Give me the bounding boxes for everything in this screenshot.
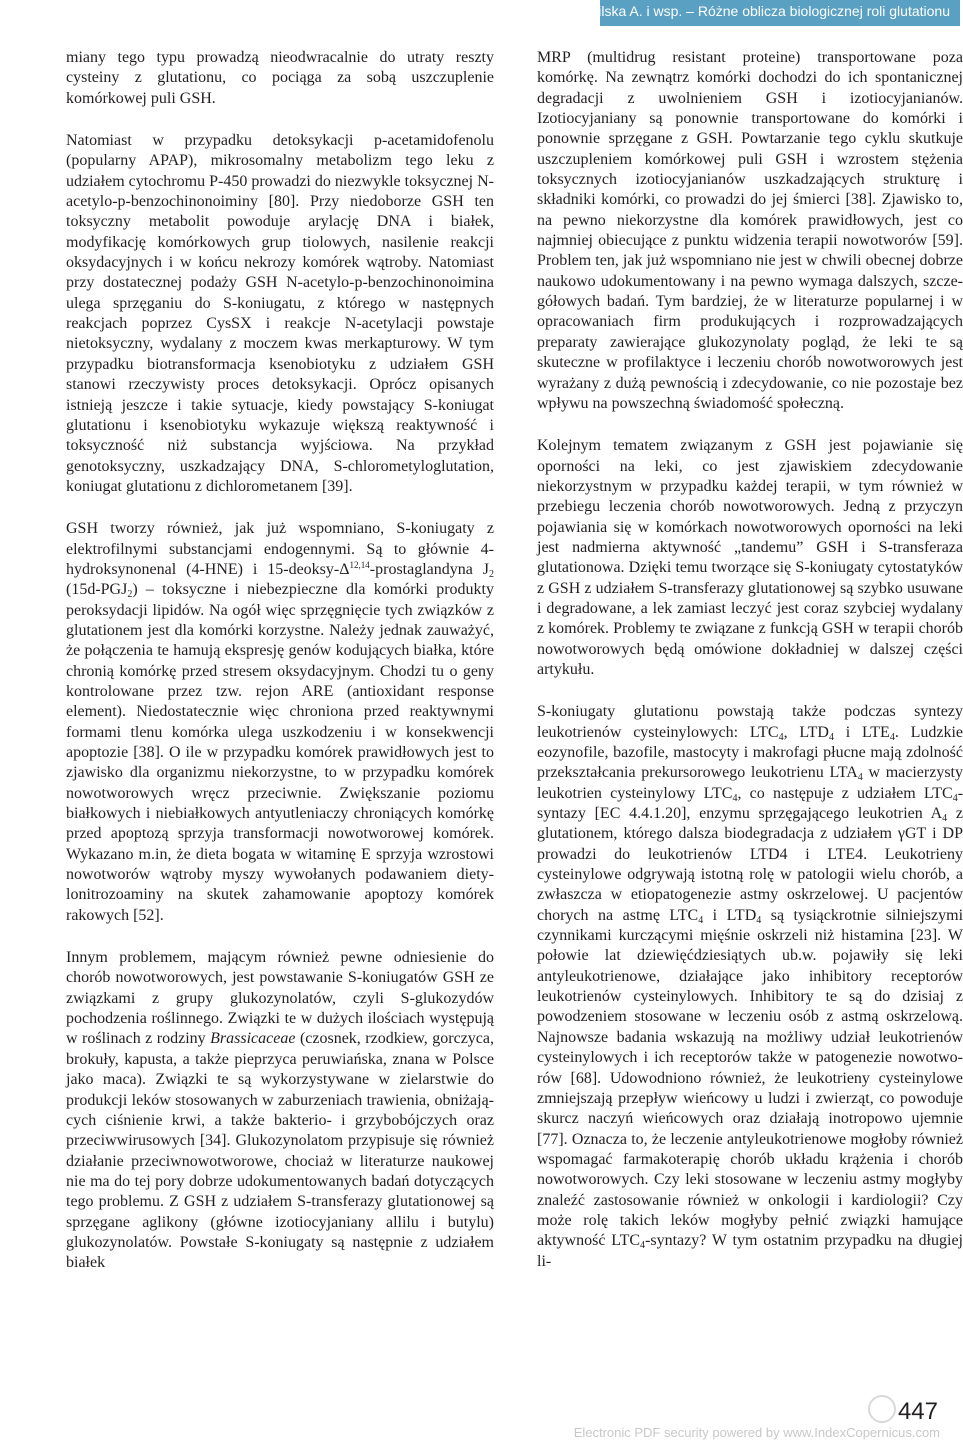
paragraph-text: miany tego typu prowadzą nieodwracalnie do utraty reszty cysteiny z glutationu, co pociąga za sobą uszczuplenie komórkowej puli GSH. <box>66 49 494 107</box>
paragraph <box>537 48 963 414</box>
italic-term: Brassicaceae <box>210 1030 296 1048</box>
paragraph-text: (15d-PGJ <box>66 581 128 599</box>
paragraph-text: GSH tworzy również, jak już wspomniano, S-koniugaty z elektrofilnymi substancjami endogennymi. Są to głównie 4-hydroksynonenal (4-HNE) i 15-deoksy-Δ <box>66 520 494 578</box>
superscript: 12,14 <box>349 559 370 570</box>
paragraph-text: . Ludzkie eozynofile, bazofile, mastocyty i makrofagi płucne mają zdolność przekształcania prekursorowego leukotrienu LTA <box>537 723 963 782</box>
running-title: Bilska A. i wsp. – Różne oblicza biologicznej roli glutationu <box>588 3 950 19</box>
paragraph-text: S-koniugaty glutationu powstają także podczas syntezy leukotrienów cysteinylowych: LTC <box>537 703 963 741</box>
left-column <box>66 48 494 1296</box>
paragraph-text: Innym problemem, mającym również pewne odniesienie do chorób nowotworowych, jest powstawanie S-koniugatów GSH ze związkami z grupy glukozynolatów, czyli S-glukozydów pochodzenia roślinnego. Związki te w dużych ilościach występują w roślinach z rodziny <box>66 949 494 1048</box>
security-seal-icon <box>868 1395 896 1423</box>
paragraph <box>66 48 494 109</box>
subscript: 4 <box>889 731 895 743</box>
subscript: 4 <box>732 792 738 804</box>
paragraph-text: i LTE <box>833 723 890 741</box>
subscript: 4 <box>640 1240 646 1252</box>
paragraph-text: w macierzysty leukotrien cysteinylowy LTC <box>537 764 963 802</box>
paragraph-text: (czosnek, rzodkiew, gorczyca, brokuły, kapusta, a także pieprzyca peruwiańska, znana w Polsce jako maca). Związki te są wykorzystywane w zielarstwie do produkcji leków stosowanych w zaburzeniach trawienia, obniżających ciśnienie krwi, a także bakterio- i grzybobójczych oraz przeciwwirusowych [34]. Glukozynolatom przypisuje się również działanie przeciwnowotworowe, chociaż w literaturze naukowej nie ma do tej pory dobrze udokumentowanych badań dotyczących tego problemu. Z GSH z udziałem S-transferazy glutationowej są sprzęgane aglikony (główne izotiocyjaniany allilu i butylu) glukozynolatów. Powstałe S-koniugaty są następnie z udziałem białek <box>66 1030 494 1272</box>
header-bar <box>588 0 960 26</box>
paragraph-text: z glutationem, którego dalsza biodegradacja z udziałem γGT i DP prowadzi do leukotrienów LTD4 i LTE4. Leukotrieny cysteinylowe odgrywają istotną rolę w patologii wielu chorób, a zwłaszcza w etiopatogenezie astmy oskrzelowej. U pacjentów chorych na astmę LTC <box>537 805 963 924</box>
right-column <box>537 48 963 1294</box>
paragraph-text: są tysiąckrotnie silniejszymi czynnikami kurczącymi mięśnie oskrzeli niż histamina [23]. W połowie lat dziewięćdziesiątych ub.w. pojawiły się leki antyleukotrienowe, działające jako inhibitory receptorów leukotrienów cysteinylowych. Inhibitory te są do dzisiaj z powodzeniem stosowane w leczeniu osób z astmą oskrzelową. Najnowsze badania wskazują na możliwy udział leukotrienów cysteinylowych i ich receptorów także w patogenezie nowotworów [68]. Udowodniono również, że leukotrieny cysteinylowe zmniejszają przepływ wieńcowy u ludzi i zwierząt, co powoduje skurcz naczyń wieńcowych oraz działają inotropowo ujemnie [77]. Oznacza to, że leczenie antyleukotrienowe mogłoby również wspomagać farmakoterapię chorób układu krążenia i chorób nowotworowych. Czy leki stosowane w leczeniu astmy mogłyby znaleźć zastosowanie również w onkologii i kardiologii? Czy może rolę takich leków mogłyby pełnić związki hamujące aktywność LTC <box>537 906 963 1250</box>
paragraph-text: -syntazy? W tym ostatnim przypadku na długiej li- <box>537 1232 963 1270</box>
page-number: 447 <box>897 1398 938 1425</box>
paragraph-text: , co następuje z udziałem LTC <box>737 784 953 802</box>
paragraph-text: MRP (multidrug resistant proteine) transportowane poza komórkę. Na zewnątrz komórki dochodzi do ich spontanicznej degradacji z uwolnieniem GSH i izotiocyjanianów. Izotiocyjaniany są ponownie transportowane do komórki i ponownie sprzęgane z GSH. Powtarzanie tego cyklu skutkuje uszczupleniem komórkowej puli GSH i wzrostem stężenia toksycznych izotiocyjanianów uszkadzających strukturę i składniki komórki, co prowadzi do jej śmierci [38]. Zjawisko to, na pewno niekorzystne dla komórek prawidłowych, jest co najmniej obiecujące z punktu widzenia terapii nowotworów [59]. Problem ten, jak już wspomniano nie jest w chwili obecnej dobrze naukowo udokumentowany i na pewno wymaga dalszych, szczegółowych badań. Tym bardziej, że w literaturze popularnej i w opracowaniach firm produkujących i rozprowadzających preparaty zawierające glukozynolaty pogląd, że leki te są skuteczne w profilaktyce i leczeniu chorób nowotworowych jest wyrażany z dużą pewnością i zdecydowanie, co nie pozostaje bez wpływu na powszechną świadomość społeczną. <box>537 49 963 412</box>
subscript: 4 <box>828 731 834 743</box>
subscript: 4 <box>857 772 863 784</box>
paragraph-text: Kolejnym tematem związanym z GSH jest pojawianie się oporności na leki, co jest zjawiskiem zdecydowanie niekorzystnym w przypadku każdej terapii, w tym również w przebiegu leczenia chorób nowotworowych. Jedną z przyczyn pojawiania się w komórkach nowotworowych oporności na leki jest nadmierna aktywność „tandemu” GSH i S-transferaza glutationowa. Dzięki temu tworzące się S-koniugaty cytostatyków z GSH z udziałem S-transferazy glutationowej są szybko usuwane i degradowane, a lek zamiast leczyć jest coraz szybciej wydalany z komórek. Problemy te związane z funkcją GSH w terapii chorób nowotworowych będą omówione dokładniej w dalszej części artykułu. <box>537 437 963 678</box>
subscript: 4 <box>778 731 784 743</box>
subscript: 2 <box>489 568 494 580</box>
paragraph <box>66 948 494 1274</box>
paragraph <box>66 131 494 497</box>
subscript: 4 <box>952 792 958 804</box>
paragraph <box>537 702 963 1272</box>
paragraph-text: -syntazy [EC 4.4.1.20], enzymu sprzęgającego leukotrien A <box>537 784 963 823</box>
paragraph-text: Natomiast w przypadku detoksykacji p-acetamidofenolu (popularny APAP), mikrosomalny metabolizm tego leku z udziałem cytochromu P-450 prowadzi do niezwykle toksycznej N-acetylo-p-benzochinonoiminy [80]. Przy niedoborze GSH ten toksyczny metabolit powoduje arylację DNA i białek, modyfikację komórkowych grup tiolowych, nasilenie reakcji oksydacyjnych i w końcu nekrozy komórek wątroby. Natomiast przy dostatecznej podaży GSH N-acetylo-p-benzochinonoimina ulega sprzęganiu do S-koniugatu, z którego w następnych reakcjach poprzez CysSX i reakcje N-acetylacji powstaje nietoksyczny, wydalany z moczem kwas merkapturowy. W tym przypadku biotransformacja ksenobiotyku z udziałem GSH stanowi rzeczywisty proces detoksykacji. Oprócz opisanych istnieją jeszcze i takie sytuacje, kiedy powstający S-koniugat glutationu i ksenobiotyku wykazuje większą reaktywność i toksyczność niż substancja wyjściowa. Na przykład genotoksyczny, uszkadzający DNA, S-chlorometyloglutation, koniugat glutationu z dichlorometanem [39]. <box>66 132 494 495</box>
subscript: 2 <box>127 589 133 601</box>
paragraph-text: ) – toksyczne i niebezpieczne dla komórki produkty peroksydacji lipidów. Na ogół więc sprzęgnięcie tych związków z glutationem jest dla komórki korzystne. Należy jednak zauważyć, że połączenia te hamują ekspresję genów kodujących białka, które chronią komórkę przed stresem oksydacyjnym. Chodzi tu o geny kontrolowane przez tzw. rejon ARE (antioxidant response element). Niedostatecznie więc chroniona przed reaktywnymi formami tlenu komórka ulega uszkodzeniu i w konsekwencji apoptozie [38]. O ile w przypadku komórek prawidłowych jest to zjawisko dla organizmu niekorzystne, to w przypadku komórek nowotworowych wręcz przeciwnie. Zwiększanie poziomu białkowych i niebiałkowych antyutleniaczy chroniących komórkę przed apoptozą sprzyja transformacji nowotworowej komórek. Wykazano m.in, że dieta bogata w witaminę E sprzyja wzrostowi nowotworów wątroby myszy wywołanych podawaniem dietylonitrozoaminy na skutek zahamowanie apoptozy komórek rakowych [52]. <box>66 581 494 924</box>
subscript: 4 <box>756 914 762 926</box>
paragraph-text: -prostaglandyna J <box>369 560 489 578</box>
security-notice: Electronic PDF security powered by www.IndexCopernicus.com <box>573 1425 940 1440</box>
paragraph-text: , LTD <box>783 723 829 741</box>
paragraph <box>537 436 963 680</box>
subscript: 4 <box>698 914 704 926</box>
paragraph-text: i LTD <box>703 906 757 924</box>
paragraph <box>66 519 494 926</box>
subscript: 4 <box>942 813 948 825</box>
